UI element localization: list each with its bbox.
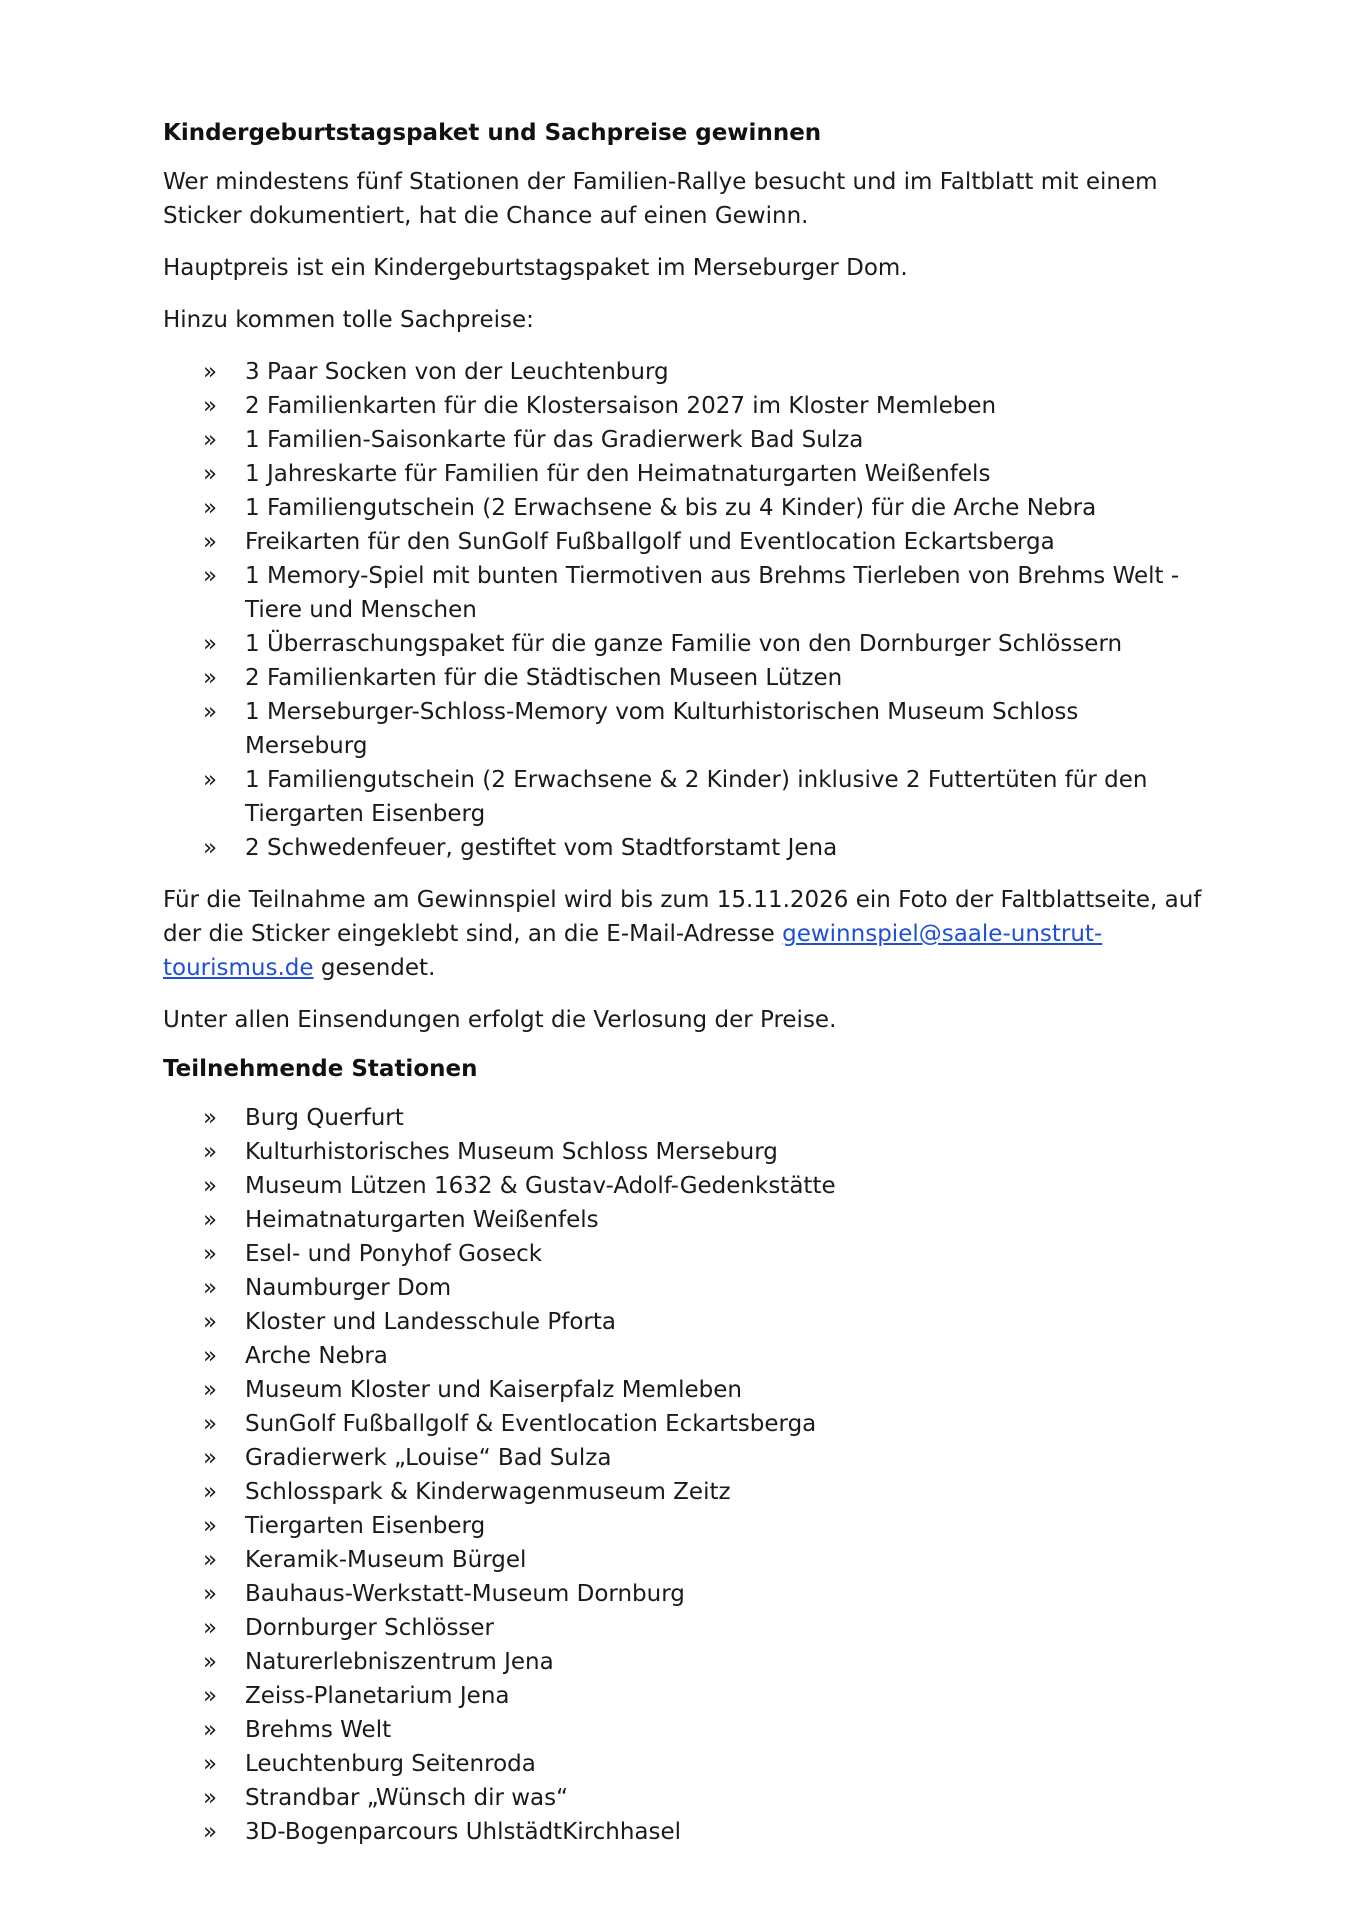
main-prize-paragraph: Hauptpreis ist ein Kindergeburtstagspaket im Merseburger Dom. bbox=[163, 255, 908, 281]
prize-item-text: 1 Überraschungspaket für die ganze Familie von den Dornburger Schlössern bbox=[245, 631, 1123, 657]
bullet-marker: » bbox=[203, 1139, 218, 1165]
bullet-marker: » bbox=[203, 1785, 218, 1811]
station-item bbox=[163, 1169, 1203, 1203]
station-item-text: Keramik-Museum Bürgel bbox=[245, 1547, 527, 1573]
station-item bbox=[163, 1101, 1203, 1135]
station-item bbox=[163, 1611, 1203, 1645]
prize-item-text: 1 Jahreskarte für Familien für den Heimatnaturgarten Weißenfels bbox=[245, 461, 991, 487]
bullet-marker: » bbox=[203, 1581, 218, 1607]
station-item bbox=[163, 1509, 1203, 1543]
station-item bbox=[163, 1135, 1203, 1169]
bullet-marker: » bbox=[203, 1683, 218, 1709]
document-page bbox=[163, 118, 1203, 1849]
bullet-marker: » bbox=[203, 1275, 218, 1301]
station-item bbox=[163, 1305, 1203, 1339]
bullet-marker: » bbox=[203, 461, 218, 487]
bullet-marker: » bbox=[203, 1751, 218, 1777]
prize-item-text: 1 Memory-Spiel mit bunten Tiermotiven aus Brehms Tierleben von Brehms Welt - Tiere und Menschen bbox=[245, 563, 1180, 623]
station-item bbox=[163, 1713, 1203, 1747]
station-item bbox=[163, 1339, 1203, 1373]
section-heading-stations: Teilnehmende Stationen bbox=[163, 1056, 478, 1082]
station-item bbox=[163, 1543, 1203, 1577]
station-item bbox=[163, 1203, 1203, 1237]
prize-item bbox=[163, 491, 1203, 525]
station-item-text: Esel- und Ponyhof Goseck bbox=[245, 1241, 543, 1267]
draw-paragraph: Unter allen Einsendungen erfolgt die Verlosung der Preise. bbox=[163, 1007, 837, 1033]
station-item-text: Schlosspark & Kinderwagenmuseum Zeitz bbox=[245, 1479, 731, 1505]
bullet-marker: » bbox=[203, 427, 218, 453]
participation-text: Für die Teilnahme am Gewinnspiel wird bis zum 15.11.2026 ein Foto der Faltblattseite, auf der die Sticker eingeklebt sind, an die E-Mail-Adresse bbox=[163, 887, 1202, 947]
station-item-text: Brehms Welt bbox=[245, 1717, 392, 1743]
station-item-text: Gradierwerk „Louise“ Bad Sulza bbox=[245, 1445, 612, 1471]
section-heading-prizes: Kindergeburtstagspaket und Sachpreise gewinnen bbox=[163, 120, 822, 146]
bullet-marker: » bbox=[203, 767, 218, 793]
station-item bbox=[163, 1815, 1203, 1849]
station-item bbox=[163, 1271, 1203, 1305]
station-list bbox=[163, 1101, 1203, 1849]
bullet-marker: » bbox=[203, 1309, 218, 1335]
participation-text-end: gesendet. bbox=[313, 955, 436, 981]
station-item-text: Kulturhistorisches Museum Schloss Merseburg bbox=[245, 1139, 778, 1165]
station-item-text: Dornburger Schlösser bbox=[245, 1615, 495, 1641]
station-item bbox=[163, 1373, 1203, 1407]
station-item bbox=[163, 1781, 1203, 1815]
station-item-text: Naumburger Dom bbox=[245, 1275, 452, 1301]
bullet-marker: » bbox=[203, 495, 218, 521]
station-item-text: Arche Nebra bbox=[245, 1343, 388, 1369]
station-item-text: Tiergarten Eisenberg bbox=[245, 1513, 486, 1539]
prize-item bbox=[163, 423, 1203, 457]
prize-item bbox=[163, 695, 1203, 763]
prize-item-text: 2 Familienkarten für die Städtischen Museen Lützen bbox=[245, 665, 843, 691]
station-item bbox=[163, 1679, 1203, 1713]
bullet-marker: » bbox=[203, 1207, 218, 1233]
bullet-marker: » bbox=[203, 1343, 218, 1369]
bullet-marker: » bbox=[203, 359, 218, 385]
prize-item bbox=[163, 831, 1203, 865]
bullet-marker: » bbox=[203, 1547, 218, 1573]
prize-item-text: 2 Schwedenfeuer, gestiftet vom Stadtforstamt Jena bbox=[245, 835, 838, 861]
bullet-marker: » bbox=[203, 1173, 218, 1199]
prize-item bbox=[163, 355, 1203, 389]
bullet-marker: » bbox=[203, 1445, 218, 1471]
station-item-text: Heimatnaturgarten Weißenfels bbox=[245, 1207, 599, 1233]
bullet-marker: » bbox=[203, 1819, 218, 1845]
bullet-marker: » bbox=[203, 1717, 218, 1743]
bullet-marker: » bbox=[203, 393, 218, 419]
prize-item-text: 1 Familiengutschein (2 Erwachsene & bis zu 4 Kinder) für die Arche Nebra bbox=[245, 495, 1097, 521]
participation-paragraph bbox=[163, 883, 1203, 985]
prize-list bbox=[163, 355, 1203, 865]
prize-item bbox=[163, 661, 1203, 695]
prize-item-text: Freikarten für den SunGolf Fußballgolf und Eventlocation Eckartsberga bbox=[245, 529, 1055, 555]
bullet-marker: » bbox=[203, 563, 218, 589]
station-item bbox=[163, 1645, 1203, 1679]
prize-item-text: 1 Familiengutschein (2 Erwachsene & 2 Kinder) inklusive 2 Futtertüten für den Tiergarten Eisenberg bbox=[245, 767, 1148, 827]
prize-item bbox=[163, 457, 1203, 491]
station-item-text: Kloster und Landesschule Pforta bbox=[245, 1309, 616, 1335]
station-item bbox=[163, 1407, 1203, 1441]
prize-item bbox=[163, 389, 1203, 423]
station-item bbox=[163, 1475, 1203, 1509]
bullet-marker: » bbox=[203, 1411, 218, 1437]
station-item-text: Naturerlebniszentrum Jena bbox=[245, 1649, 554, 1675]
station-item bbox=[163, 1237, 1203, 1271]
station-item-text: Burg Querfurt bbox=[245, 1105, 404, 1131]
prize-item-text: 1 Merseburger-Schloss-Memory vom Kulturhistorischen Museum Schloss Merseburg bbox=[245, 699, 1079, 759]
bullet-marker: » bbox=[203, 665, 218, 691]
prize-item bbox=[163, 627, 1203, 661]
bullet-marker: » bbox=[203, 529, 218, 555]
email-link[interactable]: gewinnspiel@saale-unstrut-tourismus.de bbox=[163, 921, 1103, 981]
station-item-text: Leuchtenburg Seitenroda bbox=[245, 1751, 536, 1777]
station-item-text: SunGolf Fußballgolf & Eventlocation Eckartsberga bbox=[245, 1411, 817, 1437]
prize-item bbox=[163, 525, 1203, 559]
prizes-intro-paragraph: Hinzu kommen tolle Sachpreise: bbox=[163, 307, 534, 333]
bullet-marker: » bbox=[203, 699, 218, 725]
bullet-marker: » bbox=[203, 1513, 218, 1539]
prize-item-text: 3 Paar Socken von der Leuchtenburg bbox=[245, 359, 669, 385]
intro-paragraph: Wer mindestens fünf Stationen der Familien-Rallye besucht und im Faltblatt mit einem Sticker dokumentiert, hat die Chance auf einen Gewinn. bbox=[163, 169, 1158, 229]
prize-item bbox=[163, 763, 1203, 831]
bullet-marker: » bbox=[203, 1615, 218, 1641]
station-item-text: Museum Kloster und Kaiserpfalz Memleben bbox=[245, 1377, 742, 1403]
station-item bbox=[163, 1441, 1203, 1475]
bullet-marker: » bbox=[203, 631, 218, 657]
bullet-marker: » bbox=[203, 1649, 218, 1675]
bullet-marker: » bbox=[203, 1377, 218, 1403]
station-item-text: Bauhaus-Werkstatt-Museum Dornburg bbox=[245, 1581, 685, 1607]
prize-item-text: 2 Familienkarten für die Klostersaison 2027 im Kloster Memleben bbox=[245, 393, 997, 419]
prize-item-text: 1 Familien-Saisonkarte für das Gradierwerk Bad Sulza bbox=[245, 427, 864, 453]
station-item-text: 3D-Bogenparcours UhlstädtKirchhasel bbox=[245, 1819, 682, 1845]
bullet-marker: » bbox=[203, 1479, 218, 1505]
station-item bbox=[163, 1747, 1203, 1781]
bullet-marker: » bbox=[203, 835, 218, 861]
station-item bbox=[163, 1577, 1203, 1611]
station-item-text: Museum Lützen 1632 & Gustav-Adolf-Gedenkstätte bbox=[245, 1173, 836, 1199]
station-item-text: Zeiss-Planetarium Jena bbox=[245, 1683, 510, 1709]
station-item-text: Strandbar „Wünsch dir was“ bbox=[245, 1785, 569, 1811]
prize-item bbox=[163, 559, 1203, 627]
bullet-marker: » bbox=[203, 1105, 218, 1131]
bullet-marker: » bbox=[203, 1241, 218, 1267]
